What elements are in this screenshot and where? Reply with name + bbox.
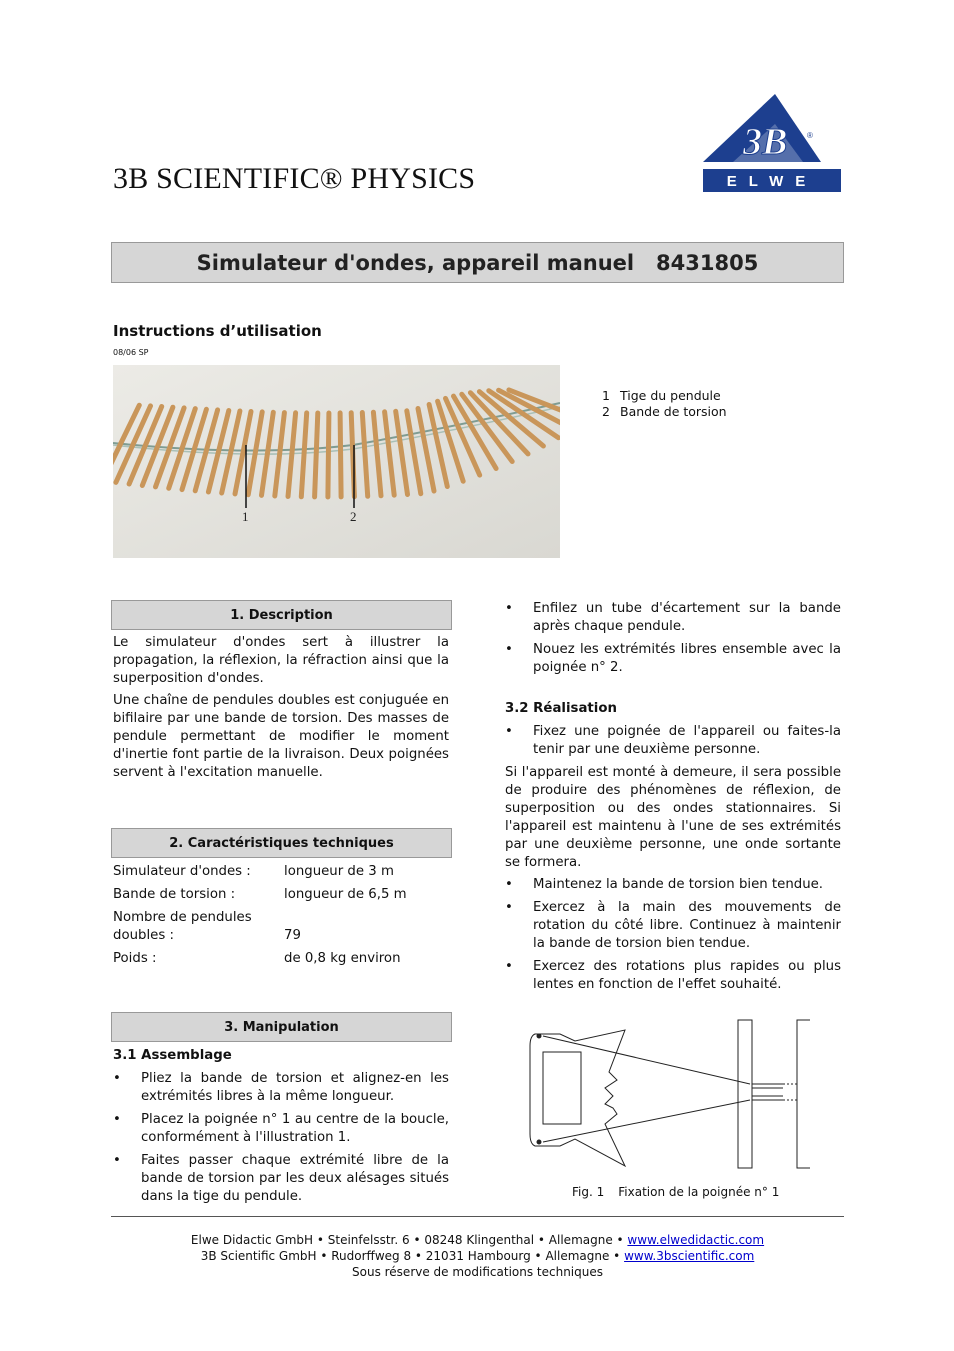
right-column-text [505,600,841,999]
assembly-subheading: 3.1 Assemblage [113,1048,232,1063]
3b-elwe-logo [703,94,841,192]
list-item: • Pliez la bande de torsion et alignez-en les extrémités libres à la même longueur. [113,1070,449,1106]
description-text: Le simulateur d'ondes sert à illustrer la propagation, la réflexion, la réfraction ainsi que la superposition d'ondes. Une chaîne de pendules doubles est conjuguée en bifilaire par une bande de torsion. Des masses de pendule permettant de modifier le moment d'inertie font partie de la livraison. Deux poignées servent à l'excitation manuelle. [113,635,449,780]
photo-legend [602,388,727,420]
document-code: 08/06 SP [113,348,149,357]
3b-website-link[interactable]: www.3bscientific.com [624,1249,755,1263]
footer-line-2: 3B Scientific GmbH • Rudorffweg 8 • 21031 Hambourg • Allemagne • www.3bscientific.com [200,1249,755,1263]
pendulum-rod [328,413,329,497]
section-description-header: 1. Description [111,600,452,630]
footer-line-3: Sous réserve de modifications techniques [352,1265,603,1279]
brand-title: 3B SCIENTIFIC® PHYSICS [113,162,476,195]
logo-registered: ® [807,131,813,140]
legend-item: 1 Tige du pendule [602,388,721,403]
product-title-bar [111,242,844,283]
logo-elwe-text: ELWE [726,173,818,190]
list-item: • Nouez les extrémités libres ensemble avec la poignée n° 2. [505,641,841,677]
list-item: • Enfilez un tube d'écartement sur la bande après chaque pendule. [505,600,841,636]
realisation-subheading: 3.2 Réalisation [505,701,617,716]
product-title: Simulateur d'ondes, appareil manuel 8431805 [196,250,759,275]
photo-label-1: 1 [242,509,249,524]
footer-divider [111,1216,844,1217]
list-item: • Exercez à la main des mouvements de rotation du côté libre. Continuez à maintenir la bande de torsion bien tendue. [505,899,841,953]
list-item: • Fixez une poignée de l'appareil ou faites-la tenir par une deuxième personne. [505,723,841,759]
footer-line-1: Elwe Didactic GmbH • Steinfelsstr. 6 • 08248 Klingenthal • Allemagne • www.elwedidactic.com [190,1233,765,1247]
pendulum-rod [340,413,341,497]
handle-attachment-diagram [525,1016,815,1176]
list-item: • Maintenez la bande de torsion bien tendue. [505,876,841,894]
figure-caption: Fig. 1 Fixation de la poignée n° 1 [572,1185,780,1199]
legend-item: 2 Bande de torsion [602,404,727,419]
photo-label-2: 2 [350,509,357,524]
section-specs-header: 2. Caractéristiques techniques [111,828,452,858]
instructions-heading: Instructions d’utilisation [113,322,322,340]
wave-simulator-photo [113,365,560,558]
list-item: • Placez la poignée n° 1 au centre de la boucle, conformément à l'illustration 1. [113,1111,449,1147]
pendulum-rod [315,413,318,497]
logo-3b-text: 3B [743,121,788,163]
footer [111,1232,844,1280]
list-item: • Exercez des rotations plus rapides ou plus lentes en fonction de l'effet souhaité. [505,958,841,994]
realisation-paragraph: Si l'appareil est monté à demeure, il sera possible de produire des phénomènes de réflexion, de superposition ou des ondes stationnaires. Si l'appareil est maintenu à l'une de ses extrémités par une deuxième personne, une onde sortante se formera. [505,765,841,870]
assembly-text [113,1047,449,1211]
list-item: • Faites passer chaque extrémité libre de la bande de torsion par les deux alésages situés dans la tige du pendule. [113,1152,449,1206]
elwe-website-link[interactable]: www.elwedidactic.com [627,1233,765,1247]
section-manipulation-header: 3. Manipulation [111,1012,452,1042]
specs-table: Simulateur d'ondes : longueur de 3 m Bande de torsion : longueur de 6,5 m Nombre de pendules doubles : 79 Poids : de 0,8 kg environ [113,864,407,966]
